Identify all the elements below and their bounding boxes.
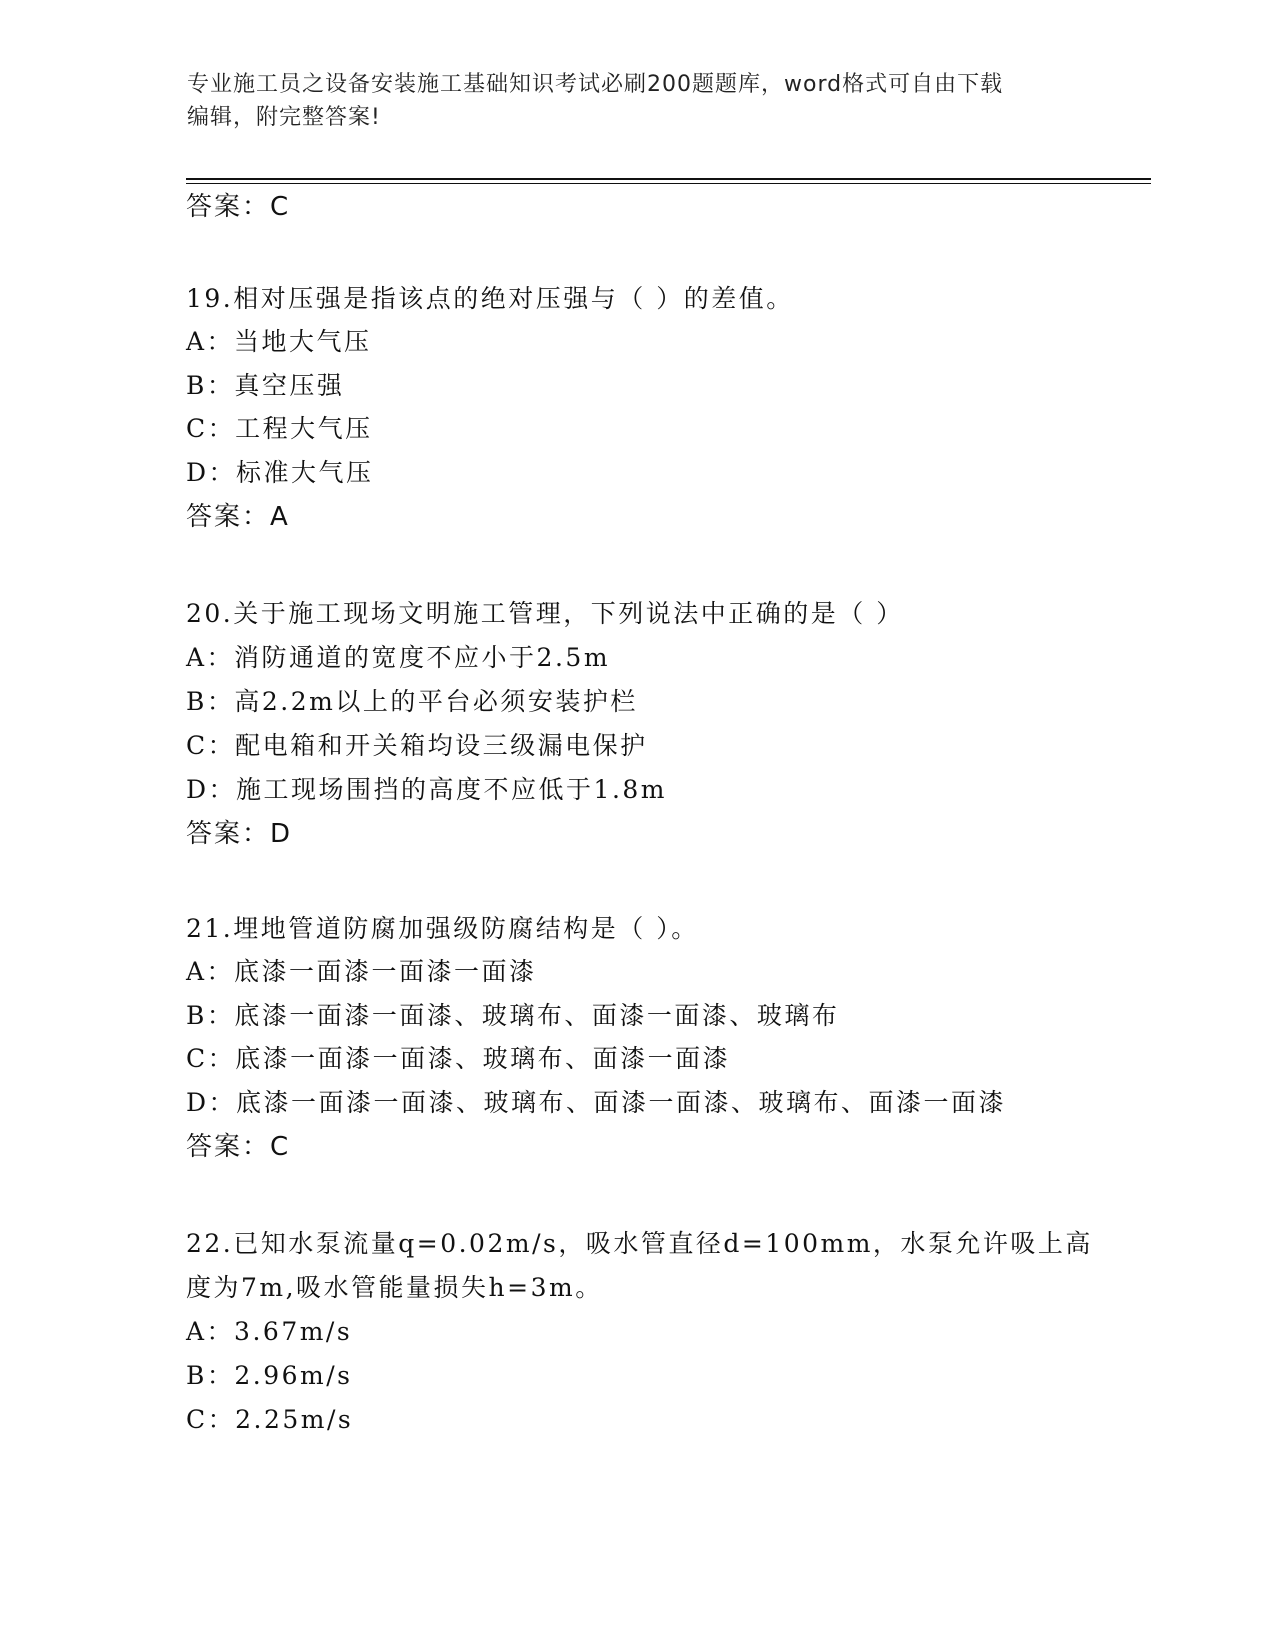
question-22-stem-line-2: 度为7m,吸水管能量损失h=3m。 (186, 1273, 603, 1302)
question-19-option-a: A：当地大气压 (186, 327, 372, 356)
question-22-option-b: B：2.96m/s (186, 1361, 353, 1390)
question-19-stem: 19.相对压强是指该点的绝对压强与（ ）的差值。 (186, 284, 794, 313)
header-rule-thin (186, 183, 1151, 184)
question-22-stem-line-1: 22.已知水泵流量q=0.02m/s，吸水管直径d=100mm，水泵允许吸上高 (186, 1229, 1093, 1258)
question-19-option-b: B：真空压强 (186, 371, 345, 400)
question-20-option-b: B：高2.2m以上的平台必须安装护栏 (186, 687, 638, 716)
question-22-option-c: C：2.25m/s (186, 1405, 354, 1434)
question-19-option-d: D：标准大气压 (186, 458, 374, 487)
question-19-answer: 答案：A (186, 502, 290, 532)
question-20-answer: 答案：D (186, 819, 293, 849)
answer-previous: 答案：C (186, 192, 291, 222)
question-21-option-a: A：底漆一面漆一面漆一面漆 (186, 957, 537, 986)
document-title-line-2: 编辑，附完整答案! (187, 105, 381, 130)
question-19-option-c: C：工程大气压 (186, 414, 373, 443)
question-21-option-c: C：底漆一面漆一面漆、玻璃布、面漆一面漆 (186, 1044, 731, 1073)
document-title-line-1: 专业施工员之设备安装施工基础知识考试必刷200题题库，word格式可自由下载 (187, 72, 1004, 97)
page-header (187, 68, 1077, 134)
question-22-option-a: A：3.67m/s (186, 1317, 353, 1346)
header-rule-thick (186, 178, 1151, 180)
question-21-stem: 21.埋地管道防腐加强级防腐结构是（ ）。 (186, 914, 699, 943)
question-20-stem: 20.关于施工现场文明施工管理，下列说法中正确的是（ ） (186, 599, 904, 628)
question-20-option-d: D：施工现场围挡的高度不应低于1.8m (186, 775, 668, 804)
question-21-option-d: D：底漆一面漆一面漆、玻璃布、面漆一面漆、玻璃布、面漆一面漆 (186, 1088, 1007, 1117)
question-21-option-b: B：底漆一面漆一面漆、玻璃布、面漆一面漆、玻璃布 (186, 1001, 840, 1030)
question-20-option-c: C：配电箱和开关箱均设三级漏电保护 (186, 731, 648, 760)
question-21-answer: 答案：C (186, 1132, 291, 1162)
question-20-option-a: A：消防通道的宽度不应小于2.5m (186, 643, 611, 672)
